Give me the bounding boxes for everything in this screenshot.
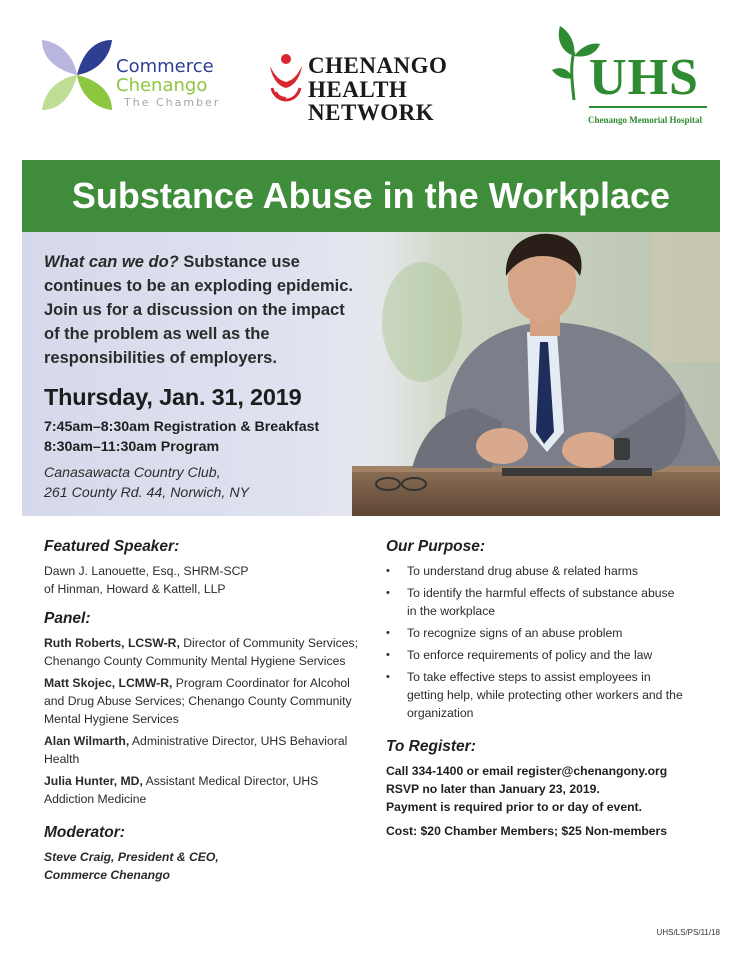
- intro-paragraph: [44, 250, 364, 370]
- hero-section: [22, 232, 720, 516]
- register-heading: To Register:: [386, 738, 476, 755]
- purpose-item: [386, 646, 686, 664]
- purpose-heading: Our Purpose:: [386, 538, 486, 555]
- purpose-item-text: To enforce requirements of policy and the law: [407, 648, 653, 662]
- register-cost: Cost: $20 Chamber Members; $25 Non-members: [386, 824, 668, 838]
- bullet-icon: •: [386, 627, 390, 639]
- purpose-item-text: To identify the harmful effects of substance abuse in the workplace: [407, 586, 675, 618]
- chenango-health-network-logo: [266, 52, 536, 125]
- registration-time: 7:45am–8:30am Registration & Breakfast: [44, 419, 320, 435]
- moderator-name: Steve Craig, President & CEO,: [44, 850, 219, 864]
- purpose-item: [386, 584, 686, 620]
- purpose-item-text: To recognize signs of an abuse problem: [407, 626, 623, 640]
- commerce-logo-line2: Chenango: [116, 75, 208, 96]
- right-column: [386, 538, 686, 840]
- document-code: UHS/LS/PS/11/18: [656, 928, 720, 937]
- panel-member-role: Director of Community Services; Chenango County Community Mental Hygiene Services: [44, 636, 358, 668]
- purpose-item-text: To take effective steps to assist employees in getting help, while protecting other workers and the organization: [407, 670, 683, 720]
- businessman-photo: [352, 232, 720, 516]
- event-date: Thursday, Jan. 31, 2019: [44, 384, 302, 410]
- purpose-list: [386, 562, 686, 722]
- register-payment: Payment is required prior to or day of event.: [386, 800, 642, 814]
- moderator-org: Commerce Chenango: [44, 868, 170, 882]
- bullet-icon: •: [386, 565, 390, 577]
- venue-name: Canasawacta Country Club,: [44, 465, 221, 481]
- chn-logo-line1: CHENANGO: [308, 53, 448, 78]
- bullet-icon: •: [386, 587, 390, 599]
- speaker-firm: of Hinman, Howard & Kattell, LLP: [44, 582, 226, 596]
- purpose-item: [386, 668, 686, 722]
- panel-member-role: Program Coordinator for Alcohol and Drug Abuse Services; Chenango County Community Mental Hygiene Services: [44, 676, 352, 726]
- panel-member-name: Ruth Roberts, LCSW-R,: [44, 636, 180, 650]
- speaker-name: Dawn J. Lanouette, Esq., SHRM-SCP: [44, 564, 249, 578]
- panel-member-name: Matt Skojec, LCMW-R,: [44, 676, 173, 690]
- speaker-heading: Featured Speaker:: [44, 538, 180, 555]
- bullet-icon: •: [386, 671, 390, 683]
- moderator-heading: Moderator:: [44, 824, 125, 841]
- page-title: Substance Abuse in the Workplace: [71, 175, 671, 216]
- purpose-item-text: To understand drug abuse & related harms: [407, 564, 639, 578]
- uhs-logo-word: UHS: [589, 49, 699, 106]
- event-times: [44, 417, 364, 457]
- panel-member-role: Administrative Director, UHS Behavioral Health: [44, 734, 348, 766]
- commerce-chenango-logo: [36, 28, 256, 128]
- uhs-logo: [552, 22, 722, 132]
- register-rsvp: RSVP no later than January 23, 2019.: [386, 782, 600, 796]
- intro-lead: What can we do?: [44, 253, 179, 271]
- register-contact: Call 334-1400 or email register@chenangony.org: [386, 764, 668, 778]
- panel-member: [44, 674, 364, 728]
- commerce-logo-line3: The Chamber: [124, 96, 221, 109]
- purpose-item: [386, 562, 686, 580]
- bullet-icon: •: [386, 649, 390, 661]
- event-location: [44, 463, 364, 503]
- panel-member: [44, 772, 364, 808]
- chn-logo-line2: HEALTH NETWORK: [308, 77, 435, 125]
- pinwheel-logo-icon: [36, 34, 118, 116]
- panel-member-name: Alan Wilmarth,: [44, 734, 130, 748]
- panel-member: [44, 732, 364, 768]
- panel-member-name: Julia Hunter, MD,: [44, 774, 143, 788]
- venue-address: 261 County Rd. 44, Norwich, NY: [44, 485, 250, 501]
- intro-rest: Substance use continues to be an exploding epidemic. Join us for a discussion on the impact of the problem as well as the responsibilities of employers.: [44, 253, 353, 367]
- purpose-item: [386, 624, 686, 642]
- left-column: [44, 538, 364, 884]
- panel-member-role: Assistant Medical Director, UHS Addiction Medicine: [44, 774, 319, 806]
- title-banner: [22, 160, 720, 232]
- uhs-logo-rule: [589, 106, 707, 108]
- commerce-logo-line1: Commerce: [116, 56, 214, 77]
- panel-heading: Panel:: [44, 610, 91, 627]
- uhs-logo-subtitle: Chenango Memorial Hospital: [588, 115, 702, 125]
- panel-member: [44, 634, 364, 670]
- program-time: 8:30am–11:30am Program: [44, 439, 220, 455]
- figure-heart-icon: [266, 52, 306, 104]
